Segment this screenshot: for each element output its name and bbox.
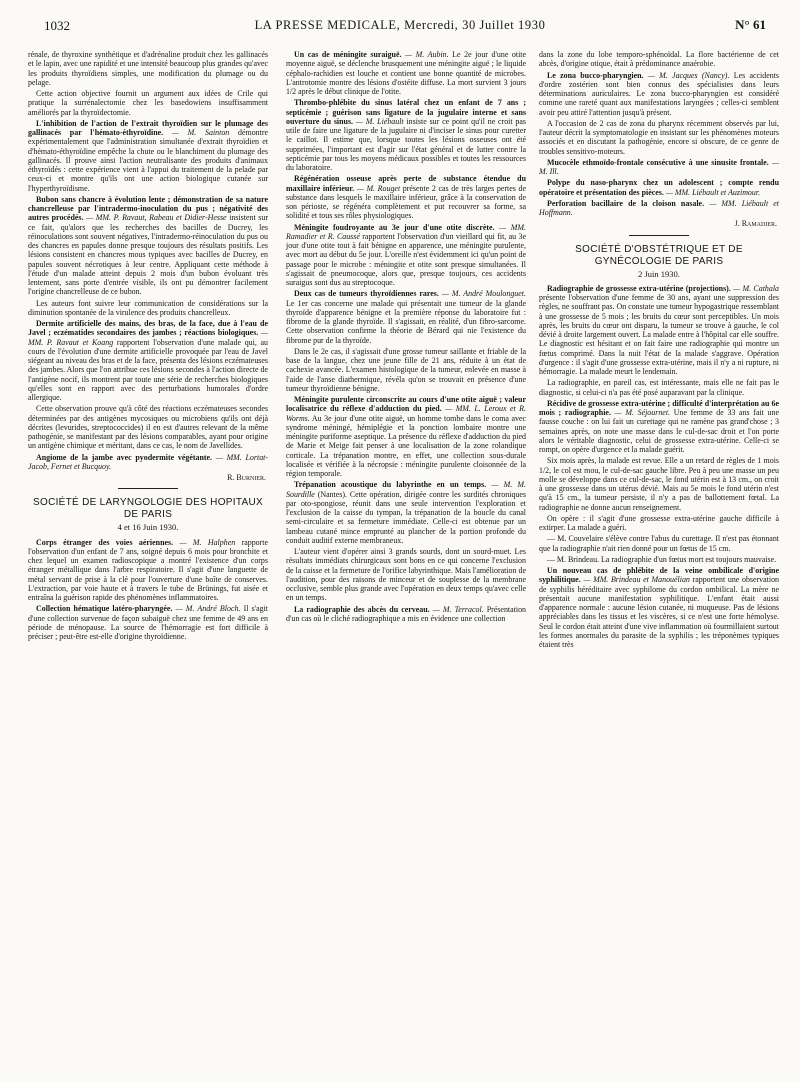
paragraph: Dans le 2e cas, il s'agissait d'une grosse tumeur saillante et friable de la base de la langue, chez une jeune fille de 21 ans, réduite à un état de cachexie avancée. L'examen histologique de la tumeur, enlevée en masse à l'aide de l'anse diathermique, révéla qu'on se trouvait en présence d'une tumeur thyroïdienne bénigne.: [286, 346, 526, 393]
column-3: [539, 50, 779, 651]
article-title: Trépanation acoustique du labyrinthe en un temps.: [294, 480, 487, 490]
paragraph: A l'occasion de 2 cas de zona du pharynx récemment observés par lui, l'auteur décrit la symptomatologie en insistant sur les phénomènes moteurs associés et en discutant la pathogénie, encore si obscure, de ce genre de troubles sensitivo-moteurs.: [539, 118, 779, 156]
article-title: Polype du naso-pharynx chez un adolescent ; compte rendu opératoire et présentation des pièces.: [539, 178, 779, 197]
article-title: Méningite purulente circonscrite au cours d'une otite aiguë ; valeur localisatrice du réflexe d'adduction du pied.: [286, 395, 526, 414]
article-author: — MM. Brindeau et Manouélian: [583, 575, 690, 585]
article-author: — MM. Liébault et Hoffmann.: [539, 198, 779, 217]
article-author: — M. M. Sourdille: [286, 480, 526, 499]
article-author: — M. Liébault: [355, 116, 404, 126]
article: [28, 119, 268, 193]
column-1: [28, 50, 268, 643]
article-title: Régénération osseuse après perte de substance étendue du maxillaire inférieur.: [286, 174, 526, 193]
article-text: Au 3e jour d'une otite aiguë, un homme tombe dans le coma avec syndrome méningé, hémiplégie et la ponction lombaire montre une méningite puriforme aseptique. La présence du réflexe d'adduction du pied de Marie et Meige fait penser à une localisation de la zone rolandique corticale. La trépanation montre, en effet, une collection sous-durale localisée et vérifiée à la nécropsie : méningite purulente cloisonnée de la région temporale.: [286, 413, 527, 478]
article-title: Méningite foudroyante au 3e jour d'une otite discrète.: [294, 222, 495, 232]
article-author: — M. Rouget: [356, 183, 401, 193]
article-author: — MM. L. Leroux et R. Worms.: [286, 404, 526, 423]
paragraph: Cette observation prouve qu'à côté des réactions eczémateuses secondes déterminées par des antigènes mycosiques ou microbiens qu'ils ont déjà décrites (levurides, streptococcides) il en est d'autres relevant de la même pathogénie, se manifestant par des lésions comparables, ayant pour origine un antigène chimique et méritant, dans ce cas, le nom de Javellides.: [28, 404, 268, 451]
article: [286, 605, 526, 624]
article-author: — M. Jacques (Nancy).: [647, 70, 730, 80]
article: [539, 566, 779, 649]
article-text: Présentation d'un cas où le cliché radiographique a mis en évidence une collection: [286, 604, 527, 623]
paragraph: dans la zone du lobe temporo-sphénoïdal. La flore bactérienne de cet abcès, d'origine otique, était à prédominance anaérobie.: [539, 50, 779, 69]
paragraph: On opère : il s'agit d'une grossesse extra-utérine gauche difficile à extirper. La malade a guéri.: [539, 513, 779, 532]
article-text: Une femme de 33 ans fait une fausse couche : on lui fait un curettage qui ne ramène pas grand'chose ; 3 semaines après, on note une masse dans le cul-de-sac droit et l'on porte alors le véritable diagnostic, celui de grossesse extra-utérine. Celle-ci se rompt, on opère d'urgence et la malade guérit.: [539, 408, 780, 454]
article-author: — MM. P. Ravaut, Rabeau et Didier-Hesse: [86, 213, 227, 223]
article: [286, 289, 526, 345]
article: [286, 174, 526, 220]
paragraph: — M. Couvelaire s'élève contre l'abus du curettage. Il n'est pas étonnant que la radiographie n'ait rien donné pour un fœtus de 15 cm.: [539, 534, 779, 553]
article-title: Bubon sans chancre à évolution lente ; démonstration de sa nature chancrelleuse par l'intradermo-inoculation du pus ; négativité des autres procédés.: [28, 194, 268, 223]
article-text: rapportent une observation de syphilis héréditaire avec syphilome du cordon ombilical. La mère ne présentait aucune manifestation syphilitique. L'enfant était aussi d'apparence normale : aucune lésion cutanée, ni muqueuse. Pas de lésions appréciables dans les tissus et les viscères, si ce n'est une forte hémolyse. Seul le cordon était atteint d'une vive inflammation où fourmillaient surtout les formes anormales du parasite de la syphilis ; les tréponèmes typiques étaient très: [539, 575, 780, 649]
article-title: Deux cas de tumeurs thyroïdiennes rares.: [294, 289, 439, 299]
article: [286, 395, 526, 478]
article: [286, 223, 526, 288]
article-author: — M. Terracol.: [432, 604, 484, 614]
section-heading: SOCIÉTÉ DE LARYNGOLOGIE DES HOPITAUX DE PARIS: [33, 497, 263, 521]
article-text: Il s'agit d'une collection survenue de façon subaiguë chez une femme de 49 ans en période de ménopause. La source de l'hémorragie est fort difficile à préciser ; peut-être est-elle d'origine thyroïdienne.: [28, 604, 269, 641]
column-2: [286, 50, 526, 625]
article-author: — M. Sainton: [171, 128, 230, 137]
article: [539, 158, 779, 177]
article-title: Récidive de grossesse extra-utérine ; difficulté d'interprétation au 6e mois ; radiographie.: [539, 398, 779, 417]
paragraph: Cette action objective fournit un argument aux idées de Crile qui pratique la surrénalectomie chez les basedowiens insuffisamment améliorés par la thyroïdectomie.: [28, 89, 268, 117]
section-heading: SOCIÉTÉ D'OBSTÉTRIQUE ET DE GYNÉCOLOGIE DE PARIS: [575, 243, 743, 267]
article-title: Radiographie de grossesse extra-utérine (projections).: [547, 283, 731, 293]
article-text: Le 2e jour d'une otite moyenne aiguë, se déclenche brusquement une méningite aiguë ; le liquide céphalo-rachidien est louche et contient une bonne quantité de microbes. L'antrotomie montre des lésions d'ostéite diffuse. La mort survient 3 jours 1/2 après le début clinique de l'otite.: [286, 50, 527, 96]
article-author: — M. Aubin.: [405, 50, 449, 59]
article-title: Angiome de la jambe avec pyodermite végétante.: [36, 452, 213, 462]
article: [539, 178, 779, 197]
divider: [118, 488, 178, 489]
paragraph: rénale, de thyroxine synthétique et d'adrénaline produit chez les gallinacés et le lapin, avec une rapidité et une intensité beaucoup plus grandes qu'avec les produits thyroïdiens simples, une modification du plumage ou du pelage.: [28, 50, 268, 87]
article-text: présente 2 cas de très larges pertes de substance dans lesquels le maxillaire inférieur, grâce à la conservation de son périoste, se régénéra complètement et put recouvrer sa forme, sa solidité et tous ses rôles physiologiques.: [286, 183, 526, 221]
article-title: Dermite artificielle des mains, des bras, de la face, due à l'eau de Javel ; eczématides secondaires des jambes ; réactions biologiques.: [28, 319, 268, 338]
article-author: — MM. Lortat-Jacob, Fernet et Bucquoy.: [28, 452, 269, 471]
article-title: L'inhibition de l'action de l'extrait thyroïdien sur le plumage des gallinacés par l'hémato-éthyroïdine.: [28, 118, 268, 137]
article-text: insistent sur ce fait, qu'alors que les recherches des bacilles de Ducrey, les réinoculations sont souvent négatives, l'intradermo-réinoculation du pus ou des chancres en papules donne presque toujours des résultats positifs. Les lésions consistent en chancres mous typiques avec bacilles de Ducrey, en papules souvent nécrotiques à leur centre. Appliquant cette méthode à l'étude d'un malade atteint depuis 2 mois d'un bubon évoluant très lentement, sans porte d'entrée visible, ils ont pu démontrer facilement l'origine chancrelleuse de ce bubon.: [28, 213, 269, 297]
article-author: — M. Halphen: [179, 537, 236, 547]
article-text: Les accidents d'ordre zostérien sont bien connus des spécialistes dans leurs déterminations auriculaires. Le zona bucco-pharyngien est considéré comme une rareté quant aux manifestations laryngées ; celles-ci semblent avoir peu attiré l'attention jusqu'à présent.: [539, 70, 779, 117]
paragraph: L'auteur vient d'opérer ainsi 3 grands sourds, dont un sourd-muet. Les résultats immédiats chirurgicaux sont bons en ce qui concerne l'exclusion de la caisse et la fermeture de l'orifice labyrinthique. Mais l'amélioration de l'audition, pour des raisons de minceur et de souplesse de la membrane occlusive, semble plus grande avec l'opération en deux temps qu'avec celle en un temps.: [286, 547, 526, 603]
article-title: Perforation bacillaire de la cloison nasale.: [547, 198, 705, 208]
article-author: — MM. P. Ravaut et Koang: [28, 328, 268, 347]
article-text: démontre expérimentalement que l'administration simultanée d'extrait thyroïdien et d'hémato-éthyroïdine empêche la chute ou le blanchiment du plumage des gallinacés. Il prouve ainsi l'action neutralisante des produits d'animaux éthyroïdés : cette expérience vient à l'appui du traitement de la pelade par ceux-ci et montre qu'ils ont une action biologique cutanée sur l'hyperthyroïdisme.: [28, 128, 269, 193]
article-author: — M. André Moulonguet.: [441, 289, 526, 299]
article-title: La radiographie des abcès du cerveau.: [294, 604, 430, 614]
article-author: — M. Ill.: [539, 157, 779, 176]
article-title: Un cas de méningite suraiguë.: [294, 50, 402, 59]
article-title: Mucocèle ethmoïdo-frontale consécutive à une sinusite frontale.: [547, 157, 769, 167]
article-text: rapportent l'observation d'une malade qui, au cours de l'évolution d'une dermite artificielle provoquée par l'eau de Javel siégeant au niveau des bras et de la face, présenta des lésions eczémateuses des jambes. Alors que l'on attribue ces lésions secondes à l'action directe de l'antigène nocif, ils montrent par toute une série de recherches biologiques qu'elles sont en rapport avec des perturbations humorales d'ordre allergique.: [28, 337, 269, 402]
article-author: — MM. Liébault et Auzimour.: [665, 187, 761, 197]
article-title: Corps étranger des voies aériennes.: [36, 537, 174, 547]
article: [286, 98, 526, 172]
article-title: Collection hématique latéro-pharyngée.: [36, 604, 173, 614]
article-text: rapporte l'observation d'un enfant de 7 ans, soigné depuis 6 mois pour bronchite et chez lequel un examen radioscopique a montré l'existence d'un corps étranger métallique dans l'arbre respiratoire. Il s'agit d'une languette de métal servant de prise à la clé pour l'ouverture d'une boîte de conserves. L'extraction, par voie haute et à travers le tube de Brünings, fut aisée et entraîna la guérison rapide des phénomènes inflammatoires.: [28, 537, 269, 602]
article: [539, 71, 779, 117]
article: [28, 538, 268, 603]
paragraph: La radiographie, en pareil cas, est intéressante, mais elle ne fait pas le diagnostic, si celui-ci n'a pas été posé auparavant par la clinique.: [539, 378, 779, 397]
article-author: — M. Séjournet.: [614, 408, 671, 417]
article: [28, 319, 268, 402]
article: [28, 453, 268, 472]
article: [539, 284, 779, 377]
page-header: [24, 4, 776, 48]
article-title: Un nouveau cas de phlébite de la veine ombilicale d'origine syphilitique.: [539, 566, 779, 585]
paragraph: Six mois après, la malade est revue. Elle a un retard de règles de 1 mois 1/2, le col est mou, le cul-de-sac gauche libre. Peu à peu une masse un peu molle se développe dans ce cul-de-sac, le fond utérin est à 13 cm., on croit à une grossesse dans un utérus dévié. Mais au 5e mois le fond utérin n'est qu'à 15 cm., la tumeur persiste, il n'y a pas de ballottement fœtal. La radiographie ne donne aucun renseignement.: [539, 456, 779, 512]
article-author: — M. André Bloch.: [175, 604, 241, 614]
article: [539, 199, 779, 218]
paragraph: — M. Brindeau. La radiographie d'un fœtus mort est toujours mauvaise.: [547, 554, 777, 564]
article: [28, 195, 268, 297]
section-date: 2 Juin 1930.: [638, 268, 680, 279]
signature: R. Burnier.: [227, 473, 266, 482]
journal-title: LA PRESSE MEDICALE, Mercredi, 30 Juillet 1930: [254, 18, 546, 32]
article: [539, 399, 779, 455]
article: [286, 480, 526, 545]
paragraph: Les auteurs font suivre leur communication de considérations sur la diminution spontanée de la virulence des produits chancrelleux.: [28, 298, 268, 317]
article: [28, 604, 268, 641]
article-author: — M. Cathala: [733, 283, 780, 293]
page-number: 1032: [44, 18, 70, 33]
section-date: 4 et 16 Juin 1930.: [117, 522, 179, 533]
article-text: rapportent l'observation d'un vieillard qui fit, au 3e jour d'une otite tout à fait bénigne en apparence, une méningite purulente, avec mort au début du 5e jour. L'oreille n'est évidemment ici qu'un point de passage pour le microbe : méningite et otite sont presque simultanées. Il s'agissait de pneumocoque, alors que, presque toujours, ces accidents suraigus sont dus au streptocoque.: [286, 231, 526, 287]
article-text: présente l'observation d'une femme de 30 ans, ayant une suppression des règles, ne souffrant pas. On constate une tumeur hypogastrique ressemblant à une grossesse de 5 mois ; les bruits du cœur sont perceptibles. Un mois après, les bruits du cœur ont disparu, la tumeur se trouve à gauche, le col dévié à droite largement ouvert. La malade entre à l'hôpital car elle souffre. Le diagnostic est hésitant et on fait faire une radiographie qui montre un fœtus comprimé. Dans la nuit l'état de la malade s'aggrave. Opération d'urgence : il s'agit d'une grossesse extra-utérine, mais il n'y a ni rupture, ni hémorragie. La malade meurt le lendemain.: [539, 293, 779, 376]
article-title: Thrombo-phlébite du sinus latéral chez un enfant de 7 ans ; septicémie ; guérison sans ligature de la jugulaire interne et sans ouverture du sinus.: [286, 98, 526, 126]
issue-number: N° 61: [735, 17, 766, 32]
article: [286, 50, 526, 96]
article-author: — MM. Ramadier et R. Caussé: [286, 222, 526, 241]
article-text: Le 1er cas concerne une malade qui présentait une tumeur de la glande thyroïde d'apparence bénigne et la première réponse du laboratoire fut : fibrome de la glande thyroïde. Il s'agissait, en réalité, d'un fibro-sarcome. Cette observation confirme la théorie de Bérard qui nie l'existence du fibrome pur de la thyroïde.: [286, 298, 526, 345]
article-title: Le zona bucco-pharyngien.: [547, 70, 644, 80]
article-text: insiste sur ce point qu'il ne croit pas utile de faire une ligature de la jugulaire ni d'inciser le sinus pour curetter le caillot. Il estime que, lorsque toutes les lésions osseuses ont été supprimées, l'important est d'agir sur l'état général et de lutter contre la septicémie par tous les moyens médicaux possibles et toutes les ressources du laboratoire.: [286, 116, 526, 172]
divider: [629, 235, 689, 236]
signature: J. Ramadier.: [734, 219, 777, 229]
article-text: (Nantes). Cette opération, dirigée contre les surdités chroniques par oto-spongiose, réunit dans une seule intervention l'exploration et l'exclusion de la caisse du tympan, la trépanation de la boucle du canal semi-circulaire et sa fermeture immédiate. Celle-ci est obtenue par un lambeau cutané mince emprunté au plancher de la portion profonde du conduit auditif externe membraneux.: [286, 489, 527, 545]
